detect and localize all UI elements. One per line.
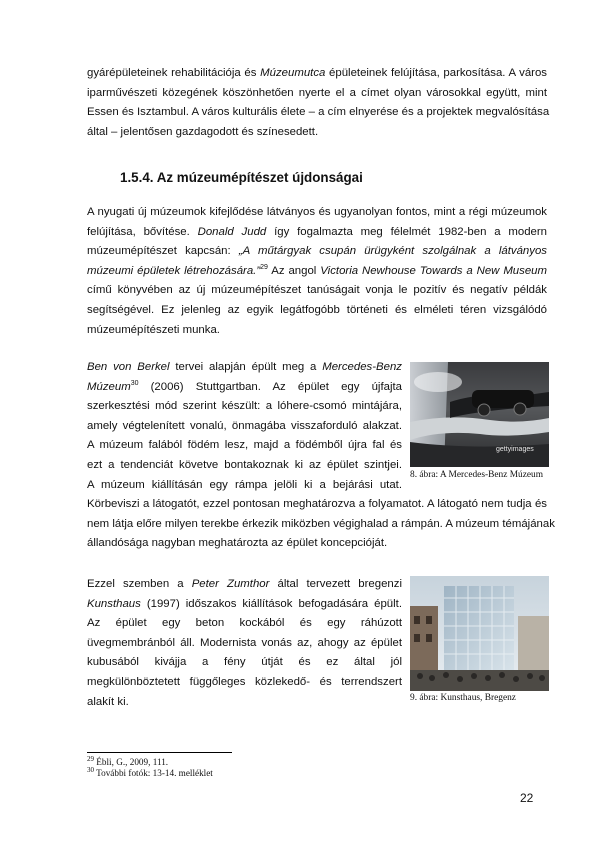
text-line: című könyvében az új múzeumépítészet tanúságait vonja le pozitív és negatív példák [87, 284, 547, 297]
text-line: megkülönböztetett függőleges közlekedő- és terrendszert [87, 675, 402, 688]
text-line: segítségével. Ez jelenleg az egyik legátfogóbb történeti és elméleti téren vizsgálódó [87, 303, 547, 316]
kunsthaus-bregenz-icon [410, 576, 549, 691]
mercedes-benz-museum-photo [410, 362, 549, 467]
text-line: múzeumépítészet kapcsán: „A műtárgyak csupán ürügyként szolgálnak a látványos [87, 245, 547, 258]
text-line: múzeumi épületek létrehozására.”$^{29}$ Az angol Victoria Newhouse Towards a New Museum [87, 263, 547, 277]
text-line: iparművészeti közegének köszönhetően nyerte el a címet olyan városokkal együtt, mint [87, 86, 547, 99]
text-line: A múzeum falából födém lesz, majd a födémből újra fal és [87, 439, 402, 452]
text-line: felújítása, bővítése. Donald Judd így fogalmazta meg félelmét 1982-ben a modern [87, 225, 548, 238]
mercedes-benz-paragraph-continued [87, 495, 555, 554]
gettyimages-watermark: gettyimages [496, 446, 534, 453]
text-line: Körbeviszi a látogatót, ezzel pontosan meghatározva a folyamatot. A látogató nem tudja és [87, 498, 547, 510]
text-line: Ezzel szemben a Peter Zumthor által tervezett bregenzi [87, 578, 402, 590]
museum-architecture-paragraph [87, 203, 547, 340]
text-line: szerkesztési mód szerint készült: a lóhere-csomó mintájára, [87, 400, 402, 413]
text-line: által – jelentősen gazdagodott és színesedett. [87, 125, 319, 138]
kunsthaus-bregenz-photo [410, 576, 549, 691]
text-line: kubusából kivájja a fény útját és ez által jól [87, 656, 402, 669]
text-line: Kunsthaus (1997) időszakos kiállítások befogadására épült. [87, 597, 402, 610]
text-line: Ben von Berkel tervei alapján épült meg a Mercedes-Benz [87, 361, 402, 373]
text-line: Múzeum$^{30}$ (2006) Stuttgartban. Az épület egy újfajta [87, 379, 402, 393]
mercedes-benz-paragraph [87, 358, 402, 495]
text-line: gyárépületeinek rehabilitációja és Múzeumutca épületeinek felújítása, parkosítása. A város [87, 67, 547, 79]
section-heading: 1.5.4. Az múzeumépítészet újdonságai [120, 170, 363, 185]
footnote-29: $^{29}$ Ébli, G., 2009, 111. [87, 754, 169, 767]
text-line: múzeumépítészeti munka. [87, 323, 220, 336]
figure-8-caption: 8. ábra: A Mercedes-Benz Múzeum [410, 470, 544, 480]
figure-9-caption: 9. ábra: Kunsthaus, Bregenz [410, 693, 516, 703]
text-line: ezt a tendenciát követve bontakoznak ki az épület szintjei. [87, 458, 402, 471]
text-line: alakít ki. [87, 695, 129, 708]
text-line: A múzeum kiállításán egy rámpa jelöli ki a bejárási utat. [87, 478, 402, 491]
kunsthaus-paragraph [87, 575, 402, 712]
text-line: A nyugati új múzeumok kifejlődése látványos és ugyanolyan fontos, mint a régi múzeumok [87, 206, 547, 218]
text-line: Essen és Isztambul. A város kulturális élete – a cím elnyerése és a projektek megvalósítása [87, 106, 550, 119]
text-line: Az épület egy beton kockából és egy ráhúzott [87, 617, 402, 630]
text-line: állandósága nagyban meghatározta az épület koncepcióját. [87, 537, 388, 550]
intro-paragraph [87, 64, 550, 142]
text-line: amely végtelenített vonalú, önmagába visszaforduló alakzat. [87, 419, 402, 432]
page-number: 22 [520, 791, 534, 805]
text-line: nem látja előre milyen terekbe érkezik miközben végighalad a rámpán. A múzeum témájának [87, 517, 555, 530]
text-line: üvegmembránból áll. Modernista vonás az, ahogy az épület [87, 636, 402, 649]
footnote-30: $^{30}$ További fotók: 13-14. melléklet [87, 765, 213, 778]
footnote-divider [87, 752, 232, 753]
